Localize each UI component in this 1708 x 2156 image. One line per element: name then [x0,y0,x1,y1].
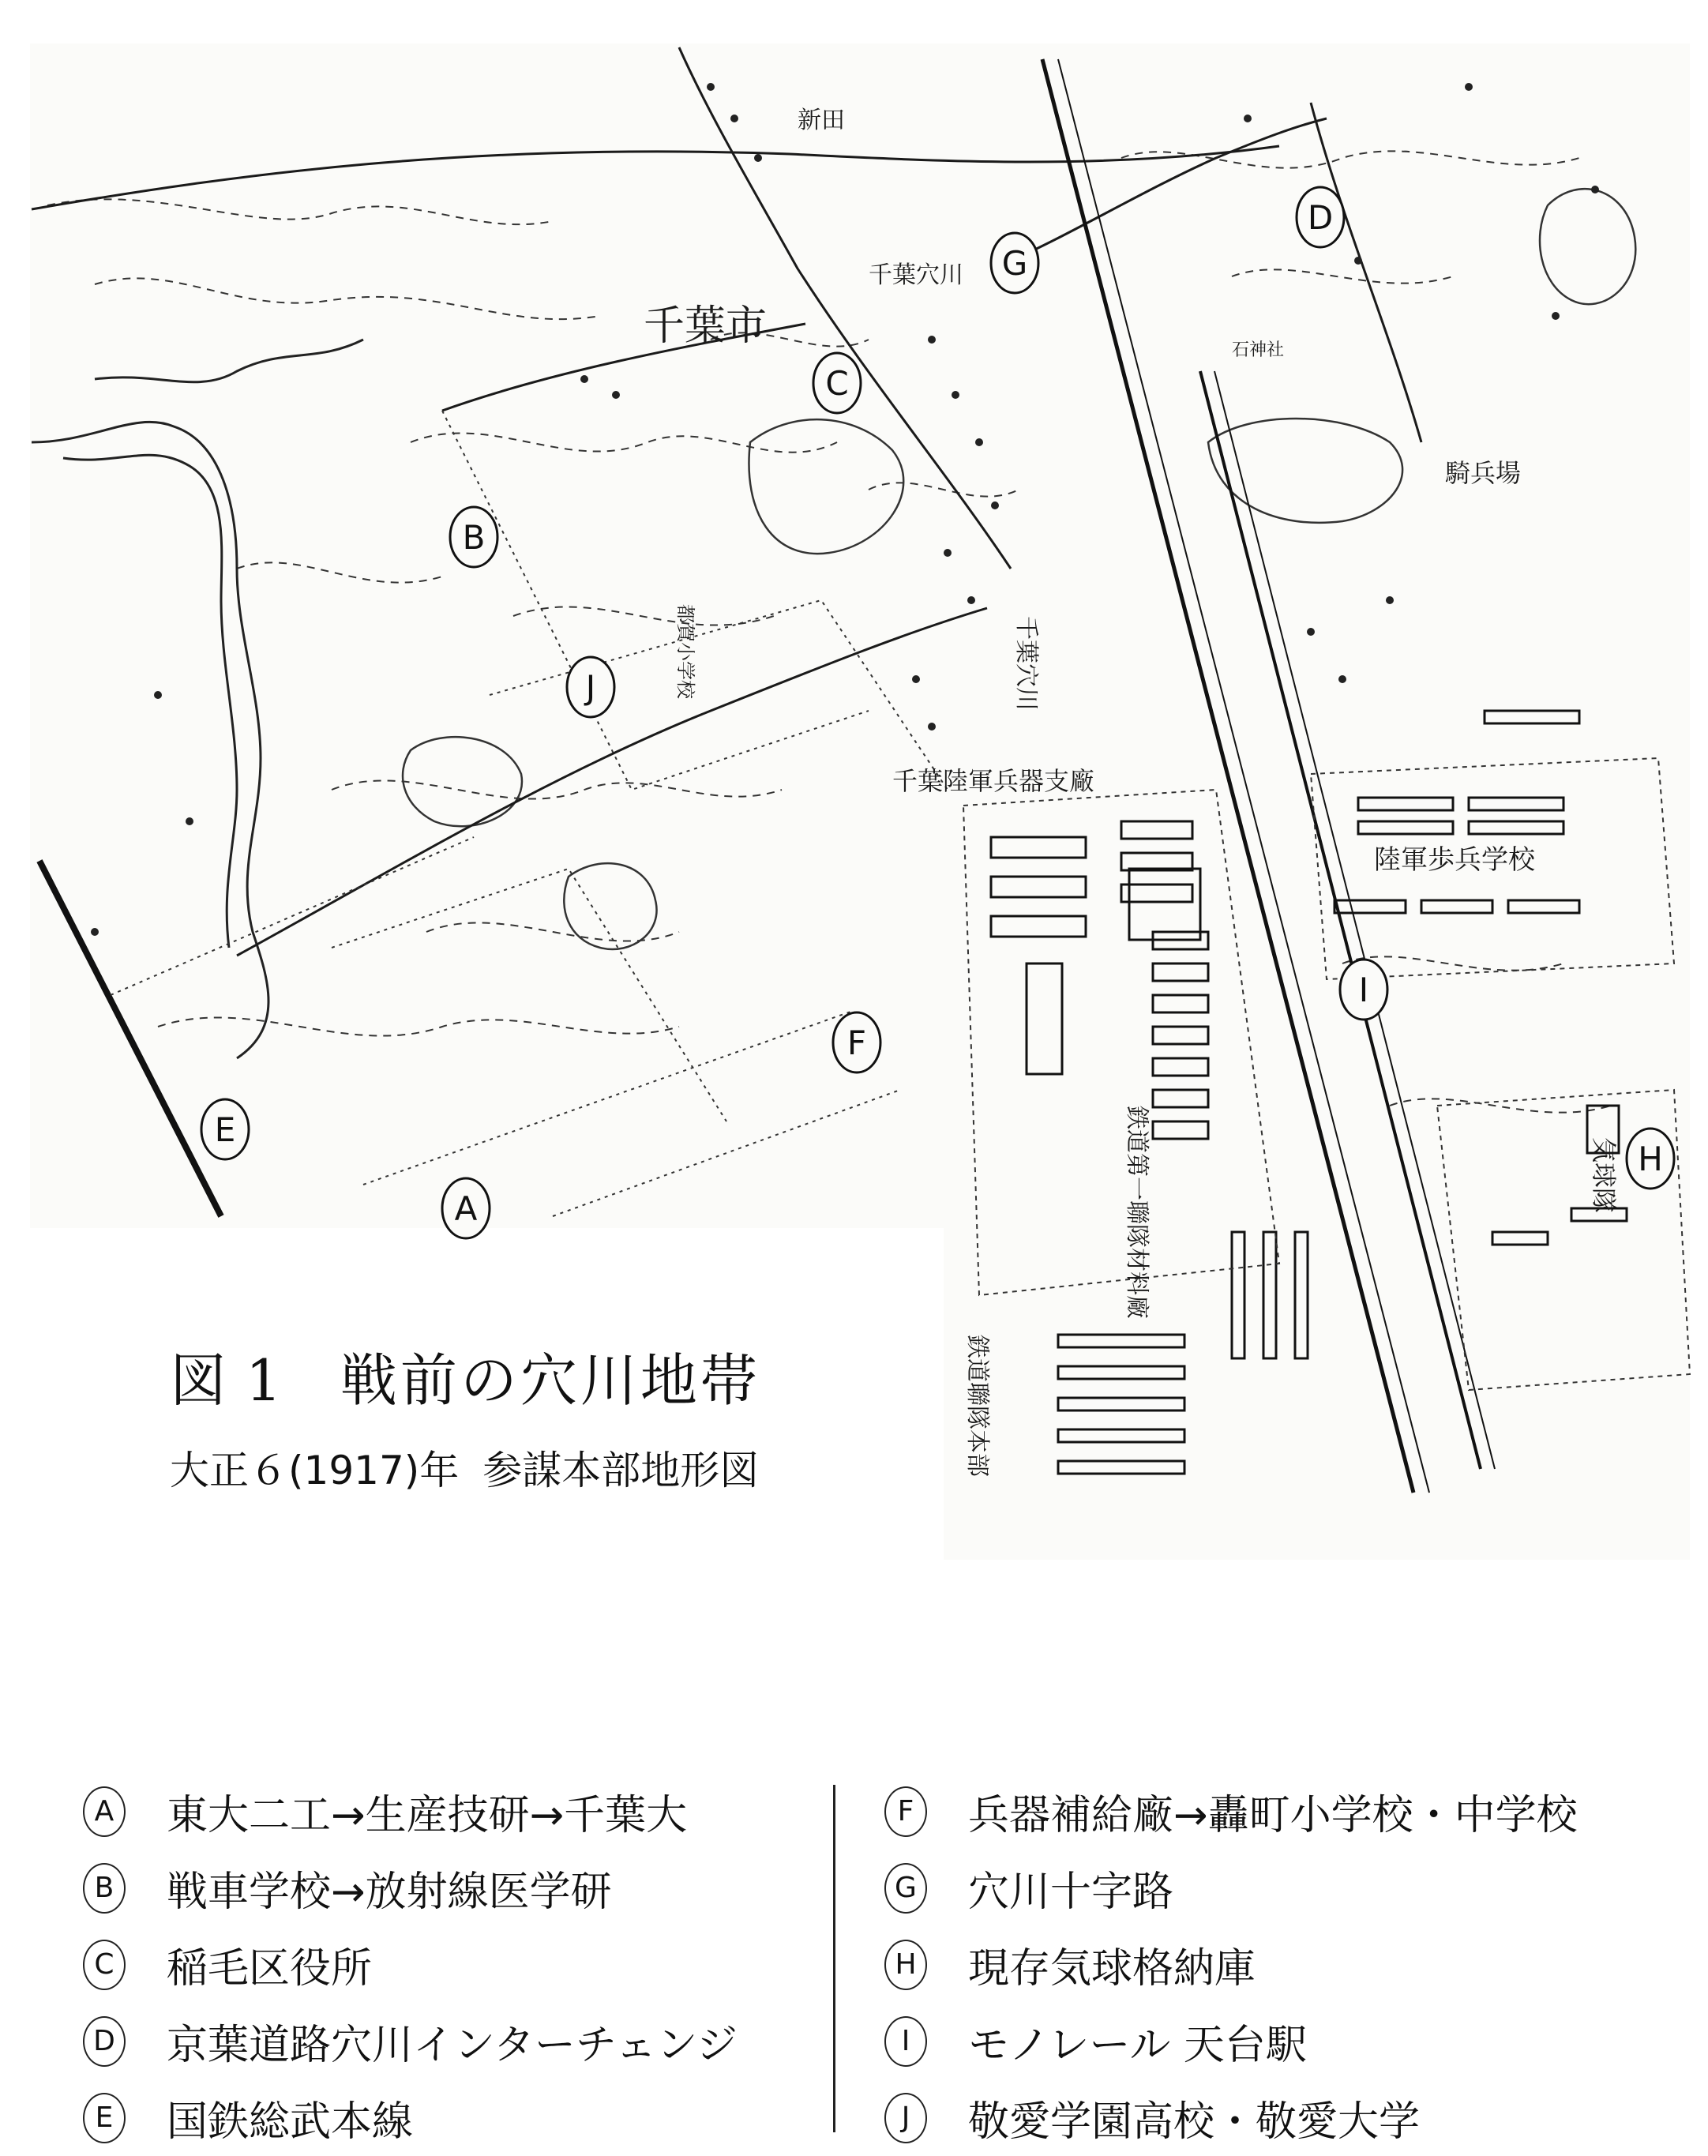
legend-marker-H: H [884,1940,927,1990]
legend-marker-E: E [83,2093,126,2143]
subtitle-era: 大正６(1917)年 [170,1448,460,1493]
marker-I [1340,960,1387,1020]
figure-title-prefix: 図 [170,1347,231,1414]
legend-text-C: 稲毛区役所 [167,1945,373,1993]
svg-text:B: B [462,518,486,557]
svg-text:A: A [454,1189,478,1228]
label-weapons-depot: 千葉陸軍兵器支廠 [892,766,1095,796]
svg-text:I: I [1358,971,1369,1009]
label-elementary-school: 都賀小学校 [674,604,696,699]
legend-text-A: 東大二工→生産技研→千葉大 [167,1792,688,1839]
legend-item-E [83,2079,738,2156]
legend-text-D: 京葉道路穴川インターチェンジ [167,2022,738,2069]
legend-item-F [884,1773,1578,1850]
figure-title-number: 1 [246,1347,285,1414]
legend-marker-C: C [83,1940,126,1990]
label-railway-material: 鉄道第一聯隊材料廠 [1123,1106,1151,1319]
svg-text:F: F [846,1024,867,1062]
marker-F [833,1012,880,1072]
legend-item-A [83,1773,738,1850]
label-railway-hq: 鉄道聯隊本部 [963,1335,991,1477]
legend-item-H [884,1926,1578,2003]
label-chiba-anagawa-mid: 千葉穴川 [1012,616,1040,711]
legend-marker-D: D [83,2016,126,2067]
legend-marker-J: J [884,2093,927,2143]
label-chiba-city: 千葉市 [644,302,768,350]
svg-text:D: D [1307,198,1334,237]
map-frame [30,43,1690,1560]
legend-text-F: 兵器補給廠→轟町小学校・中学校 [968,1792,1578,1839]
legend-item-I [884,2003,1578,2079]
label-shinden: 新田 [798,107,845,134]
subtitle-source: 参謀本部地形図 [482,1448,760,1493]
legend-item-J [884,2079,1578,2156]
legend-marker-G: G [884,1863,927,1914]
marker-G [991,233,1038,293]
marker-B [450,507,497,567]
legend-item-D [83,2003,738,2079]
marker-H [1627,1129,1674,1189]
label-infantry-school: 陸軍歩兵学校 [1374,844,1535,876]
label-balloon-corps: 気球隊 [1589,1137,1619,1214]
legend-item-B [83,1850,738,1926]
marker-D [1297,187,1344,247]
legend-text-B: 戦車学校→放射線医学研 [167,1869,612,1916]
svg-text:H: H [1638,1140,1663,1178]
marker-J [567,657,614,717]
legend-marker-A: A [83,1786,126,1837]
legend-text-E: 国鉄総武本線 [167,2098,414,2146]
label-chiba-anagawa-top: 千葉穴川 [869,261,963,289]
label-shrine: 石神社 [1232,340,1285,360]
legend-item-C [83,1926,738,2003]
legend-marker-I: I [884,2016,927,2067]
legend-divider [833,1785,835,2132]
marker-A [442,1178,490,1238]
legend-right-column [884,1773,1578,2156]
figure-subtitle [170,1439,759,1496]
legend-text-H: 現存気球格納庫 [968,1945,1256,1993]
legend-text-I: モノレール 天台駅 [968,2022,1307,2069]
legend-left-column [83,1773,738,2156]
legend-text-G: 穴川十字路 [968,1869,1174,1916]
legend-marker-F: F [884,1786,927,1837]
svg-text:J: J [585,668,596,707]
figure-title [170,1335,760,1417]
svg-text:G: G [1001,244,1028,283]
label-cavalry-field: 騎兵場 [1445,458,1522,488]
figure-title-text: 戦前の穴川地帯 [340,1347,760,1414]
legend-text-J: 敬愛学園高校・敬愛大学 [968,2098,1421,2146]
svg-text:E: E [214,1110,236,1149]
legend-marker-B: B [83,1863,126,1914]
legend-item-G [884,1850,1578,1926]
svg-text:C: C [825,364,849,403]
marker-E [201,1099,249,1159]
marker-C [813,353,861,413]
